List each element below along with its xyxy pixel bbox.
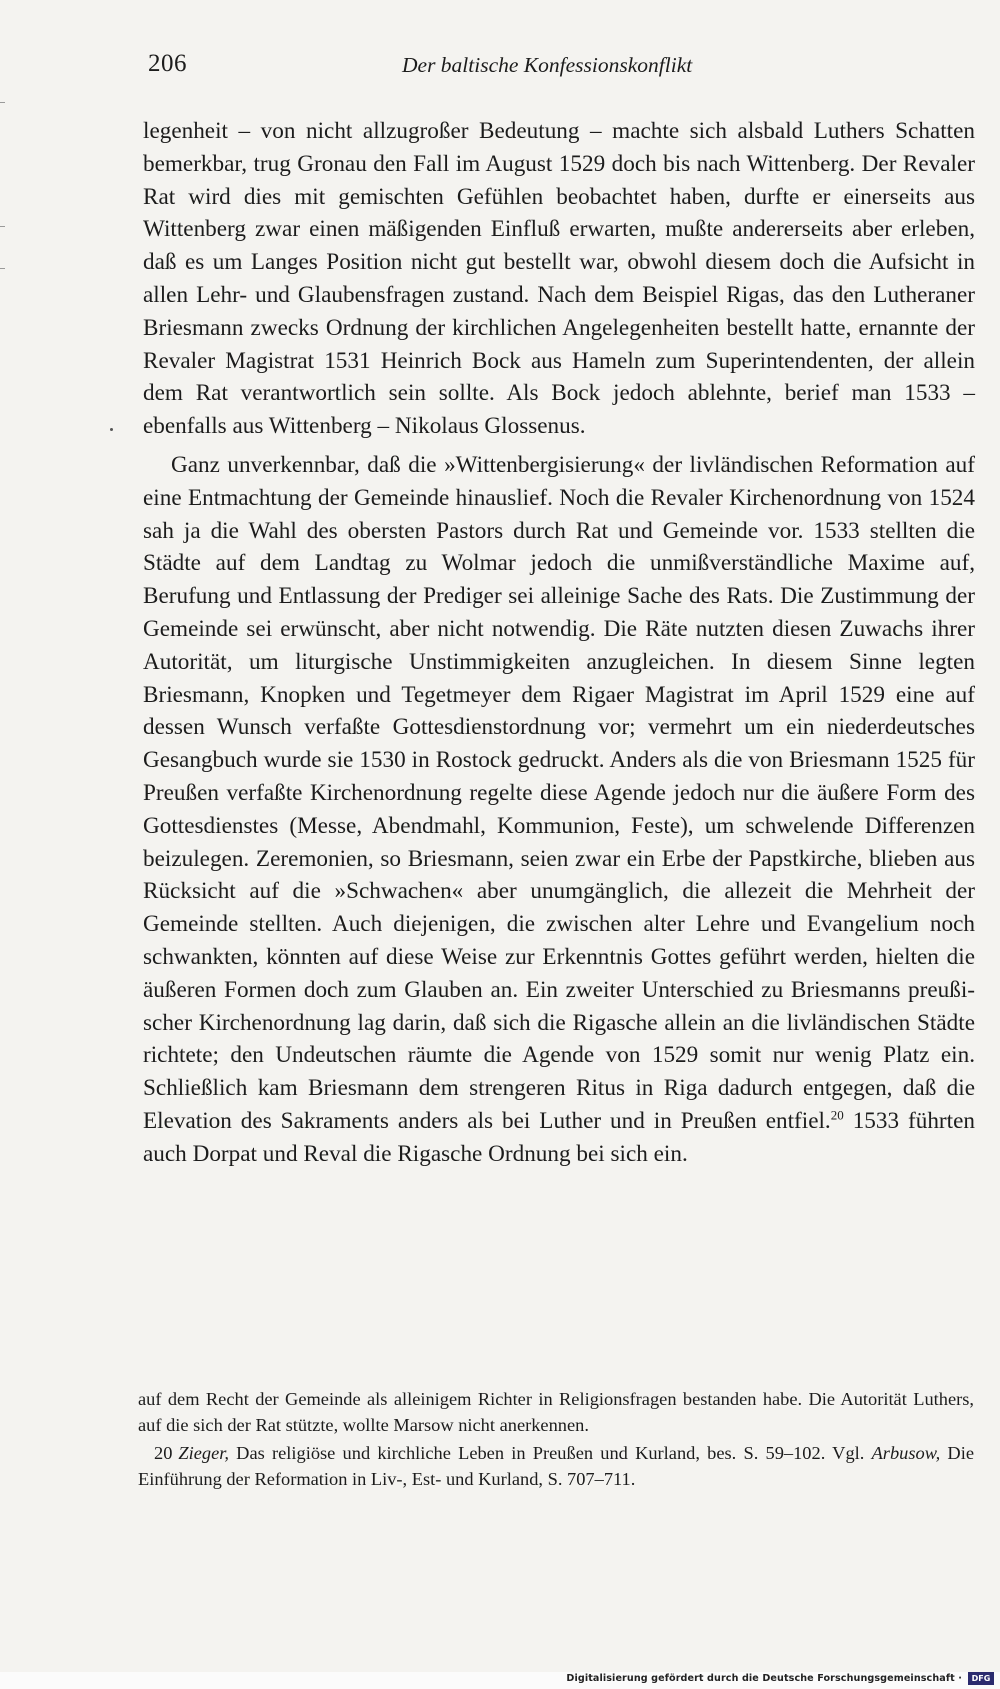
footnote-author: Arbusow, (871, 1443, 941, 1464)
page-header (148, 50, 978, 86)
page-number: 206 (148, 50, 187, 77)
margin-mark (110, 428, 113, 431)
running-title: Der baltische Konfessionskonflikt (402, 53, 693, 77)
footnote-author: Zieger, (178, 1443, 229, 1464)
edge-mark (0, 226, 5, 227)
paragraph-1: legenheit – von nicht allzugroßer Bedeutung – machte sich alsbald Luthers Schatten bemerkbar, trug Gronau den Fall im August 1529 doch bis nach Wittenberg. Der Revaler Rat wird dies mit gemischten Gefühlen beobachtet haben, durfte er einerseits aus Wittenberg zwar einen mäßigenden Einfluß erwarten, mußte andererseits aber erleben, daß es um Langes Position nicht gut bestellt war, obwohl diesem doch die Aufsicht in allen Lehr- und Glaubensfragen zustand. Nach dem Beispiel Rigas, das den Lutheraner Briesmann zwecks Ordnung der kirchlichen Angelegenheiten bestellt hatte, ernannte der Revaler Magistrat 1531 Heinrich Bock aus Hameln zum Superintendenten, der allein dem Rat verantwortlich sein sollte. Als Bock jedoch ablehnte, berief man 1533 – ebenfalls aus Wittenberg – Nikolaus Glossenus. (143, 118, 975, 440)
footnote-20 (138, 1441, 974, 1492)
funding-note: Digitalisierung gefördert durch die Deutsche Forschungsgemeinschaft · (566, 1673, 962, 1684)
edge-mark (0, 268, 5, 269)
edge-mark (0, 102, 5, 103)
footnotes (138, 1387, 974, 1492)
paragraph-2-text: Ganz unverkennbar, daß die »Wittenbergisierung« der livländischen Reformation auf eine Entmachtung der Gemeinde hinauslief. Noch die Revaler Kirchenordnung von 1524 sah ja die Wahl des obersten Pastors durch Rat und Gemeinde vor. 1533 stellten die Städte auf dem Landtag zu Wolmar jedoch die unmißverständliche Maxime auf, Berufung und Entlassung der Prediger sei alleinige Sache des Rats. Die Zustimmung der Gemeinde sei erwünscht, aber nicht notwendig. Die Räte nutzten diesen Zuwachs ihrer Autorität, um liturgische Unstimmigkeiten anzugleichen. In diesem Sinne legten Briesmann, Knopken und Tegetmeyer dem Rigaer Magistrat im April 1529 eine auf dessen Wunsch verfaßte Gottesdienstordnung vor; vermehrt um ein niederdeutsches Gesangbuch wurde sie 1530 in Rostock gedruckt. Anders als die von Briesmann 1525 für Preußen verfaßte Kirchenordnung regelte diese Agende jedoch nur die äußere Form des Gottesdienstes (Messe, Abendmahl, Kommunion, Feste), um schwelende Differenzen beizulegen. Zeremonien, so Briesmann, seien zwar ein Erbe der Papstkirche, blieben aus Rücksicht auf die »Schwachen« aber unumgänglich, die allezeit die Mehrheit der Gemeinde stellten. Auch diejenigen, die zwischen alter Lehre und Evangelium noch schwankten, könnten auf diese Weise zur Erkenntnis Gottes geführt werden, hielten die äußeren Formen doch zum Glauben an. Ein zweiter Unterschied zu Briesmanns preußischer Kirchenordnung lag darin, daß sich die Rigasche allein an die livländischen Städte richtete; den Undeutschen räumte die Agende von 1529 somit nur wenig Platz ein. Schließlich kam Briesmann dem strengeren Ritus in Riga dadurch entgegen, daß die Elevation des Sakraments anders als bei Luther und in Preußen entfiel. (143, 451, 975, 1134)
footnote-continuation: auf dem Recht der Gemeinde als alleinigem Richter in Religionsfragen bestanden habe. Die Autorität Luthers, auf die sich der Rat stützte, wollte Marsow nicht anerkennen. (138, 1389, 974, 1435)
paragraph-2 (143, 449, 975, 1171)
footnote-number: 20 (154, 1443, 173, 1464)
footnote-text: Die Einführung der Reformation in Liv-, Est- und Kurland, S. 707–711. (138, 1443, 974, 1489)
footnote-reference[interactable]: 20 (830, 1107, 844, 1123)
footnote-text: Das religiöse und kirchliche Leben in Preußen und Kurland, bes. S. 59–102. Vgl. (228, 1443, 872, 1464)
main-text (143, 115, 975, 1171)
dfg-logo: DFG (968, 1672, 994, 1685)
paragraph-2-text-end: 1533 führten auch Dorpat und Reval die Rigasche Ordnung bei sich ein. (143, 1107, 975, 1167)
